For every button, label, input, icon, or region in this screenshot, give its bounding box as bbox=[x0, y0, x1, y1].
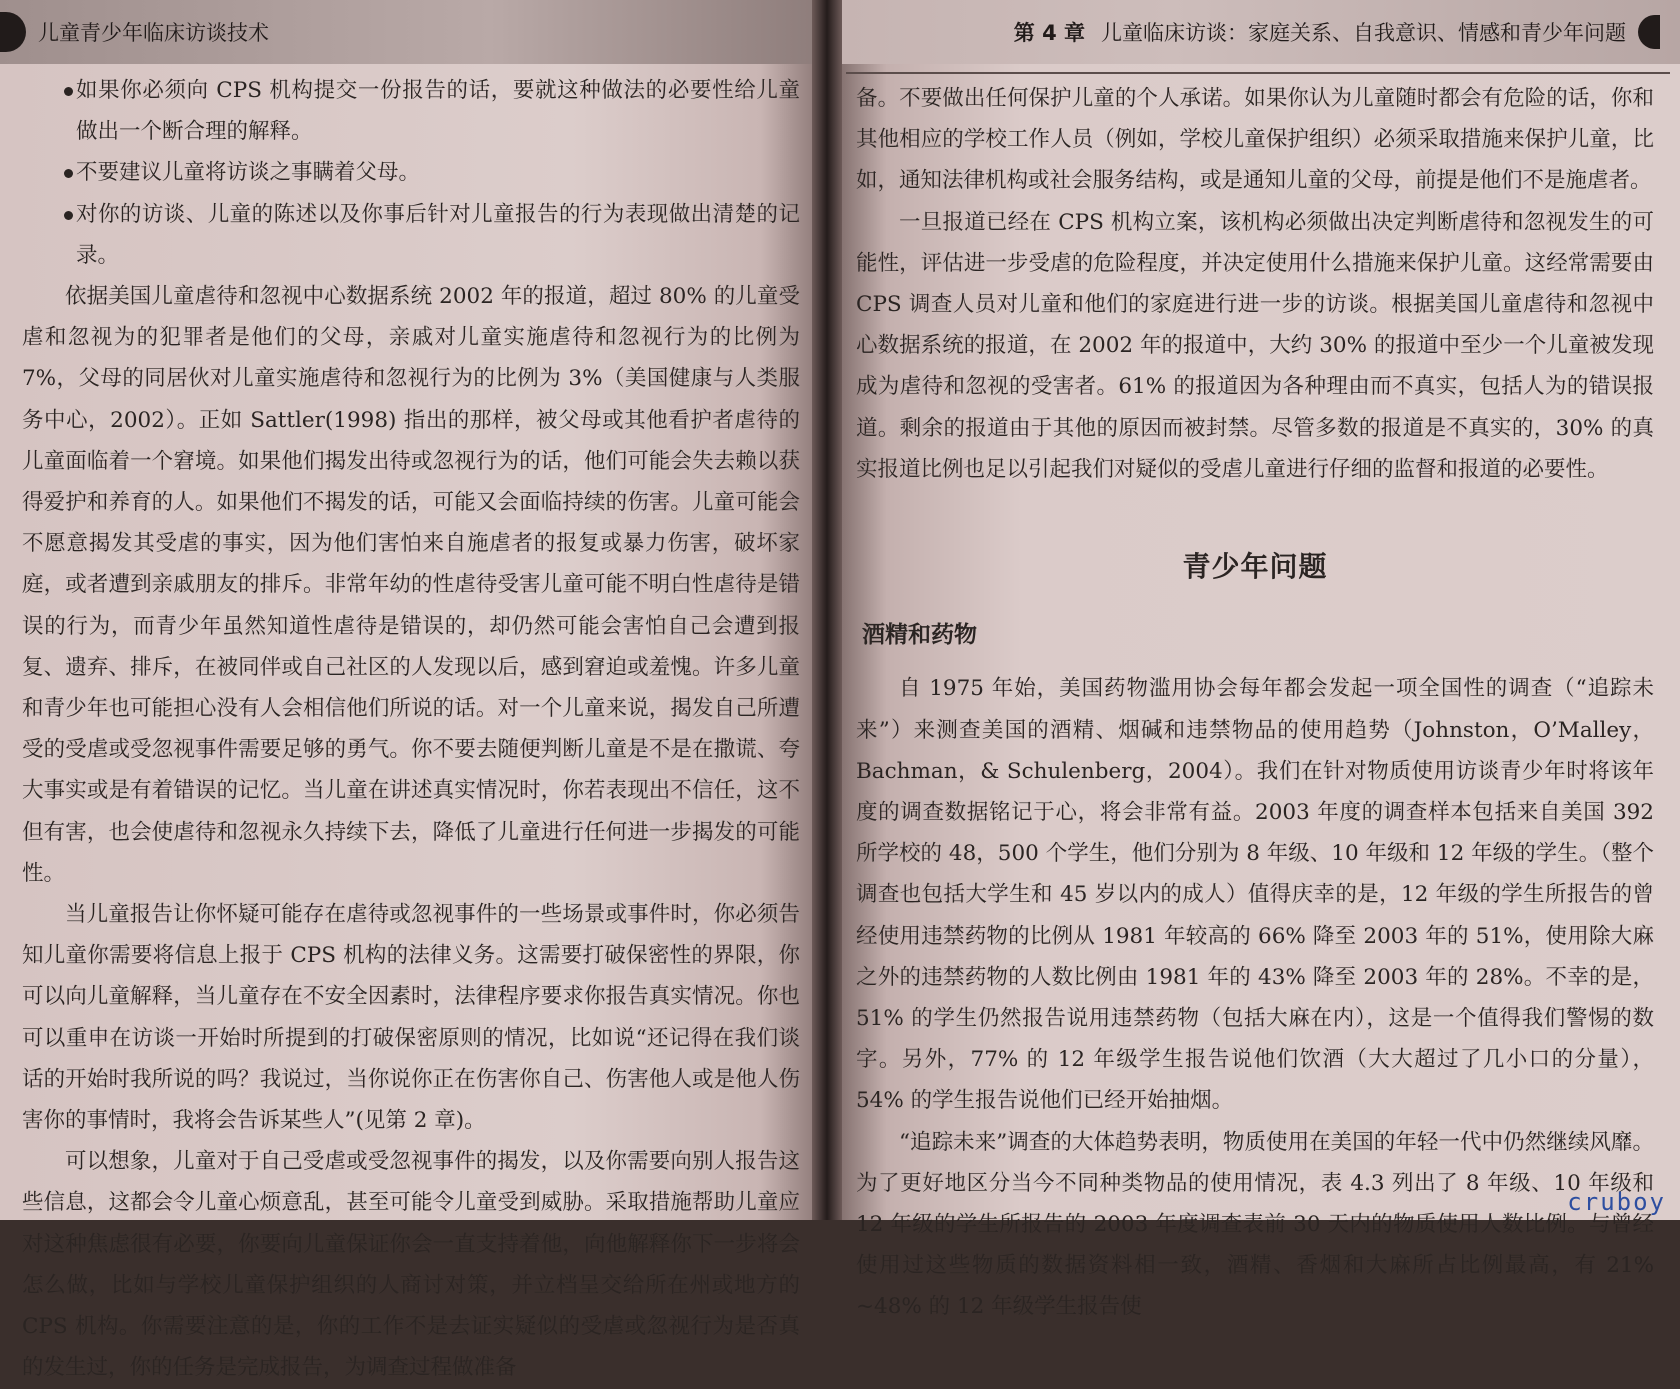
left-running-title: 儿童青少年临床访谈技术 bbox=[38, 21, 269, 45]
bullet-text: 对你的访谈、儿童的陈述以及你事后针对儿童报告的行为表现做出清楚的记录。 bbox=[76, 201, 800, 268]
bullet-item bbox=[22, 152, 800, 193]
header-tab-marker bbox=[0, 12, 26, 52]
left-running-header bbox=[0, 0, 818, 64]
right-running-title: 儿童临床访谈：家庭关系、自我意识、情感和青少年问题 bbox=[1101, 21, 1626, 45]
chapter-label: 第 4 章 bbox=[1013, 21, 1085, 45]
header-tab-marker bbox=[1638, 15, 1660, 49]
right-page bbox=[836, 0, 1680, 1320]
body-paragraph: 一旦报道已经在 CPS 机构立案，该机构必须做出决定判断虐待和忽视发生的可能性，评估进一步受虐的危险程度，并决定使用什么措施来保护儿童。这经常需要由 CPS 调查人员对儿童和他们的家庭进行进一步的访谈。根据美国儿童虐待和忽视中心数据系统的报道，在 2002 年的报道中，大约 30% 的报道中至少一个儿童被发现成为虐待和忽视的受害者。61% 的报道因为各种理由而不真实，包括人为的错误报道。剩余的报道由于其他的原因而被封禁。尽管多数的报道是不真实的，30% 的真实报道比例也足以引起我们对疑似的受虐儿童进行仔细的监督和报道的必要性。 bbox=[856, 209, 1654, 482]
right-page-body bbox=[856, 78, 1654, 1328]
bullet-text: 如果你必须向 CPS 机构提交一份报告的话，要就这种做法的必要性给儿童做出一个断合理的解释。 bbox=[76, 78, 800, 145]
header-rule bbox=[846, 72, 1670, 74]
bullet-item bbox=[22, 70, 800, 152]
left-page-body bbox=[22, 70, 800, 1389]
body-paragraph: 自 1975 年始，美国药物滥用协会每年都会发起一项全国性的调查（“追踪未来”）来测查美国的酒精、烟碱和违禁物品的使用趋势（Johnston，O’Malley，Bachman，& Schulenberg，2004）。我们在针对物质使用访谈青少年时将该年度的调查数据铭记于心，将会非常有益。2003 年度的调查样本包括来自美国 392 所学校的 48，500 个学生，他们分别为 8 年级、10 年级和 12 年级的学生。（整个调查也包括大学生和 45 岁以内的成人）值得庆幸的是，12 年级的学生所报告的曾经使用违禁药物的比例从 1981 年较高的 66% 降至 2003 年的 51%，使用除大麻之外的违禁药物的人数比例由 1981 年的 43% 降至 2003 年的 28%。不幸的是，51% 的学生仍然报告说用违禁药物（包括大麻在内），这是一个值得我们警惕的数字。另外，77% 的 12 年级学生报告说他们饮酒（大大超过了几小口的分量），54% 的学生报告说他们已经开始抽烟。 bbox=[856, 676, 1654, 1114]
section-title: 青少年问题 bbox=[1182, 550, 1328, 584]
bullet-item bbox=[22, 194, 800, 276]
body-paragraph: 当儿童报告让你怀疑可能存在虐待或忽视事件的一些场景或事件时，你必须告知儿童你需要将信息上报于 CPS 机构的法律义务。这需要打破保密性的界限，你可以向儿童解释，当儿童存在不安全因素时，法律程序要求你报告真实情况。你也可以重申在访谈一开始时所提到的打破保密原则的情况，比如说“还记得在我们谈话的开始时我所说的吗？我说过，当你说你正在伤害你自己、伤害他人或是他人伤害你的事情时，我将会告诉某些人”(见第 2 章)。 bbox=[22, 902, 800, 1134]
bullet-dot-icon bbox=[64, 211, 73, 220]
bullet-dot-icon bbox=[64, 87, 73, 96]
right-running-header bbox=[836, 0, 1680, 64]
bullet-dot-icon bbox=[64, 169, 73, 178]
body-paragraph: 可以想象，儿童对于自己受虐或受忽视事件的揭发，以及你需要向别人报告这些信息，这都会令儿童心烦意乱，甚至可能令儿童受到威胁。采取措施帮助儿童应对这种焦虑很有必要，你要向儿童保证你会一直支持着他，向他解释你下一步将会怎么做，比如与学校儿童保护组织的人商讨对策，并立档呈交给所在州或地方的 CPS 机构。你需要注意的是，你的工作不是去证实疑似的受虐或忽视行为是否真的发生过，你的任务是完成报告，为调查过程做准备 bbox=[22, 1149, 800, 1381]
book-gutter bbox=[812, 0, 842, 1220]
guideline-bullet-list bbox=[22, 70, 800, 276]
body-paragraph: 依据美国儿童虐待和忽视中心数据系统 2002 年的报道，超过 80% 的儿童受虐和忽视为的犯罪者是他们的父母，亲戚对儿童实施虐待和忽视行为的比例为 7%，父母的同居伙对儿童实施虐待和忽视行为的比例为 3%（美国健康与人类服务中心，2002）。正如 Sattler(1998) 指出的那样，被父母或其他看护者虐待的儿童面临着一个窘境。如果他们揭发出待或忽视行为的话，他们可能会失去赖以获得爱护和养育的人。如果他们不揭发的话，可能又会面临持续的伤害。儿童可能会不愿意揭发其受虐的事实，因为他们害怕来自施虐者的报复或暴力伤害，破坏家庭，或者遭到亲戚朋友的排斥。非常年幼的性虐待受害儿童可能不明白性虐待是错误的行为，而青少年虽然知道性虐待是错误的，却仍然可能会害怕自己会遭到报复、遗弃、排斥，在被同伴或自己社区的人发现以后，感到窘迫或羞愧。许多儿童和青少年也可能担心没有人会相信他们所说的话。对一个儿童来说，揭发自己所遭受的受虐或受忽视事件需要足够的勇气。你不要去随便判断儿童是不是在撒谎、夸大事实或是有着错误的记忆。当儿童在讲述真实情况时，你若表现出不信任，这不但有害，也会使虐待和忽视永久持续下去，降低了儿童进行任何进一步揭发的可能性。 bbox=[22, 284, 800, 886]
subsection-title: 酒精和药物 bbox=[862, 622, 977, 649]
bullet-text: 不要建议儿童将访谈之事瞒着父母。 bbox=[76, 160, 421, 186]
body-paragraph: 备。不要做出任何保护儿童的个人承诺。如果你认为儿童随时都会有危险的话，你和其他相应的学校工作人员（例如，学校儿童保护组织）必须采取措施来保护儿童，比如，通知法律机构或社会服务结构，或是通知儿童的父母，前提是他们不是施虐者。 bbox=[856, 86, 1654, 194]
body-paragraph: “追踪未来”调查的大体趋势表明，物质使用在美国的年轻一代中仍然继续风靡。为了更好地区分当今不同种类物品的使用情况，表 4.3 列出了 8 年级、10 年级和 12 年级的学生所报告的 2003 年度调查表前 30 天内的物质使用人数比例。与曾经使用过这些物质的数据资料相一致，酒精、香烟和大麻所占比例最高，有 21% ~48% 的 12 年级学生报告使 bbox=[856, 1129, 1654, 1320]
left-page bbox=[0, 0, 818, 1381]
watermark: cruboy bbox=[1567, 1188, 1666, 1216]
